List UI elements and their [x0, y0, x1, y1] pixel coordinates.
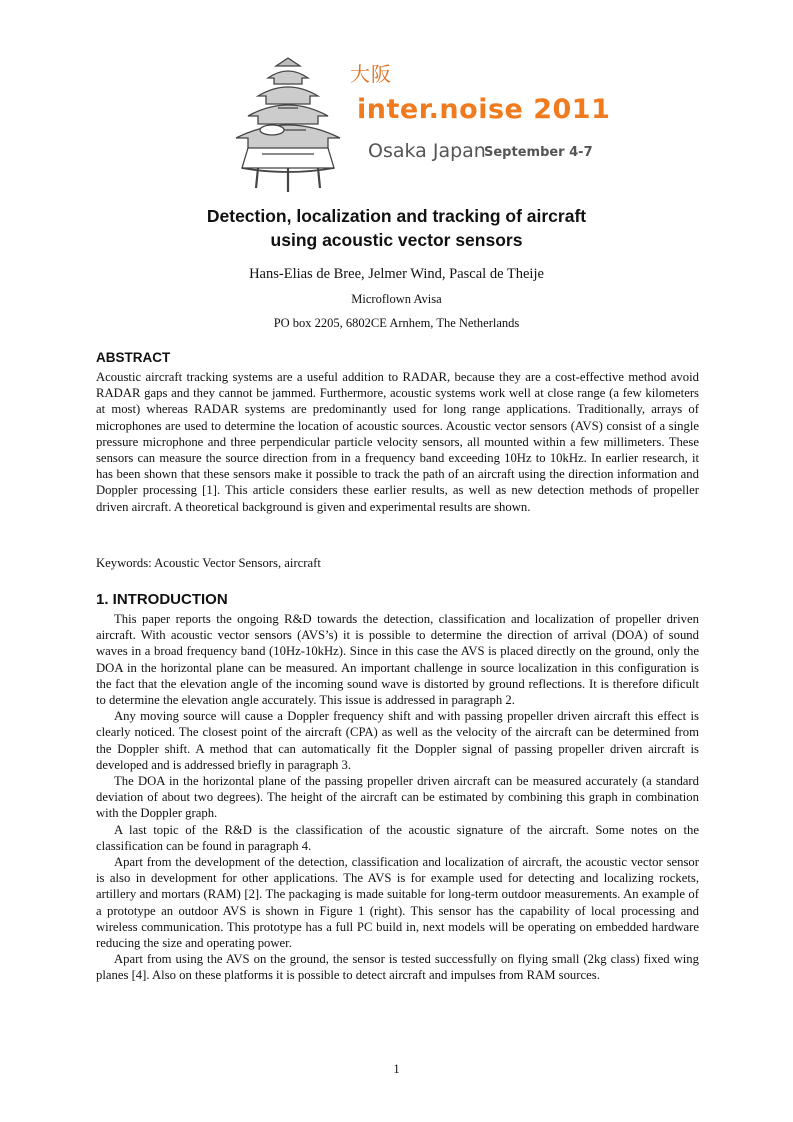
logo-dates: September 4-7 — [484, 145, 593, 160]
paper-title-line-1: Detection, localization and tracking of aircraft — [206, 206, 587, 226]
osaka-castle-icon — [218, 56, 358, 196]
introduction-body — [96, 611, 699, 984]
paper-title — [96, 204, 697, 252]
conference-logo — [218, 56, 588, 196]
abstract-heading: ABSTRACT — [96, 350, 171, 365]
logo-kanji: 大阪 — [350, 62, 392, 86]
intro-paragraph: Apart from using the AVS on the ground, the sensor is tested successfully on flying small (2kg class) fixed wing planes [4]. Also on these platforms it is possible to detect aircraft and impulses from RAM sources. — [96, 952, 699, 983]
abstract-text: Acoustic aircraft tracking systems are a useful addition to RADAR, because they are a cost-effective method avoid RADAR gaps and they cannot be jammed. Furthermore, acoustic systems work well at close range (a few kilometers at most) whereas RADAR systems are predominantly used for long range applications. Traditionally, arrays of microphones are used to determine the location of acoustic sources. Acoustic vector sensors (AVS) consist of a single pressure microphone and three perpendicular particle velocity sensors, all mounted within a few millimeters. These sensors can measure the source direction from in a frequency band exceeding 10Hz to 10kHz. In earlier research, it has been shown that these sensors make it possible to track the path of an aircraft using the direction information and Doppler processing [1]. This article considers these earlier results, as well as new detection methods of propeller driven aircraft. A theoretical background is given and experimental results are shown. — [96, 370, 699, 514]
intro-paragraph: Apart from the development of the detection, classification and localization of aircraft, the acoustic vector sensor is also in development for other applications. The AVS is for example used for detecting and localizing rockets, artillery and mortars (RAM) [2]. The packaging is made suitable for long-term outdoor measurements. An example of a prototype an outdoor AVS is shown in Figure 1 (right). This sensor has the capability of local processing and wireless communication. This prototype has a full PC build in, next models will be operating on embedded hardware reducing the size and operating power. — [96, 855, 699, 951]
intro-paragraph: The DOA in the horizontal plane of the passing propeller driven aircraft can be measured accurately (a standard deviation of about two degrees). The height of the aircraft can be estimated by combining this graph in combination with the Doppler graph. — [96, 774, 699, 821]
page-number: 1 — [393, 1062, 400, 1076]
paper-title-line-2: using acoustic vector sensors — [270, 230, 523, 250]
keywords: Keywords: Acoustic Vector Sensors, aircraft — [96, 556, 321, 570]
authors: Hans-Elias de Bree, Jelmer Wind, Pascal de Theije — [249, 266, 544, 282]
logo-city: Osaka Japan — [368, 140, 486, 162]
address: PO box 2205, 6802CE Arnhem, The Netherlands — [273, 316, 520, 330]
introduction-heading: 1. INTRODUCTION — [96, 591, 228, 608]
logo-title: inter.noise 2011 — [357, 94, 611, 125]
intro-paragraph: A last topic of the R&D is the classification of the acoustic signature of the aircraft. Some notes on the classification can be found in paragraph 4. — [96, 822, 699, 853]
intro-paragraph: Any moving source will cause a Doppler frequency shift and with passing propeller driven aircraft this effect is clearly noticed. The closest point of the aircraft (CPA) as well as the velocity of the aircraft can be determined from the Doppler shift. A method that can automatically fit the Doppler signal of passing propeller driven aircraft is developed and is addressed briefly in paragraph 3. — [96, 709, 699, 772]
affiliation: Microflown Avisa — [351, 292, 442, 306]
intro-paragraph: This paper reports the ongoing R&D towards the detection, classification and localization of propeller driven aircraft. With acoustic vector sensors (AVS’s) it is possible to determine the direction of arrival (DOA) of sound waves in a broad frequency band (10Hz-10kHz). Since in this case the AVS is placed directly on the ground, only the DOA in the horizontal plane can be measured. An important challenge in source localization in this configuration is the fact that the elevation angle of the incoming sound wave is distorted by ground reflections. It is therefore dificult to determine the elevation angle accurately. This issue is addressed in paragraph 2. — [96, 612, 699, 708]
